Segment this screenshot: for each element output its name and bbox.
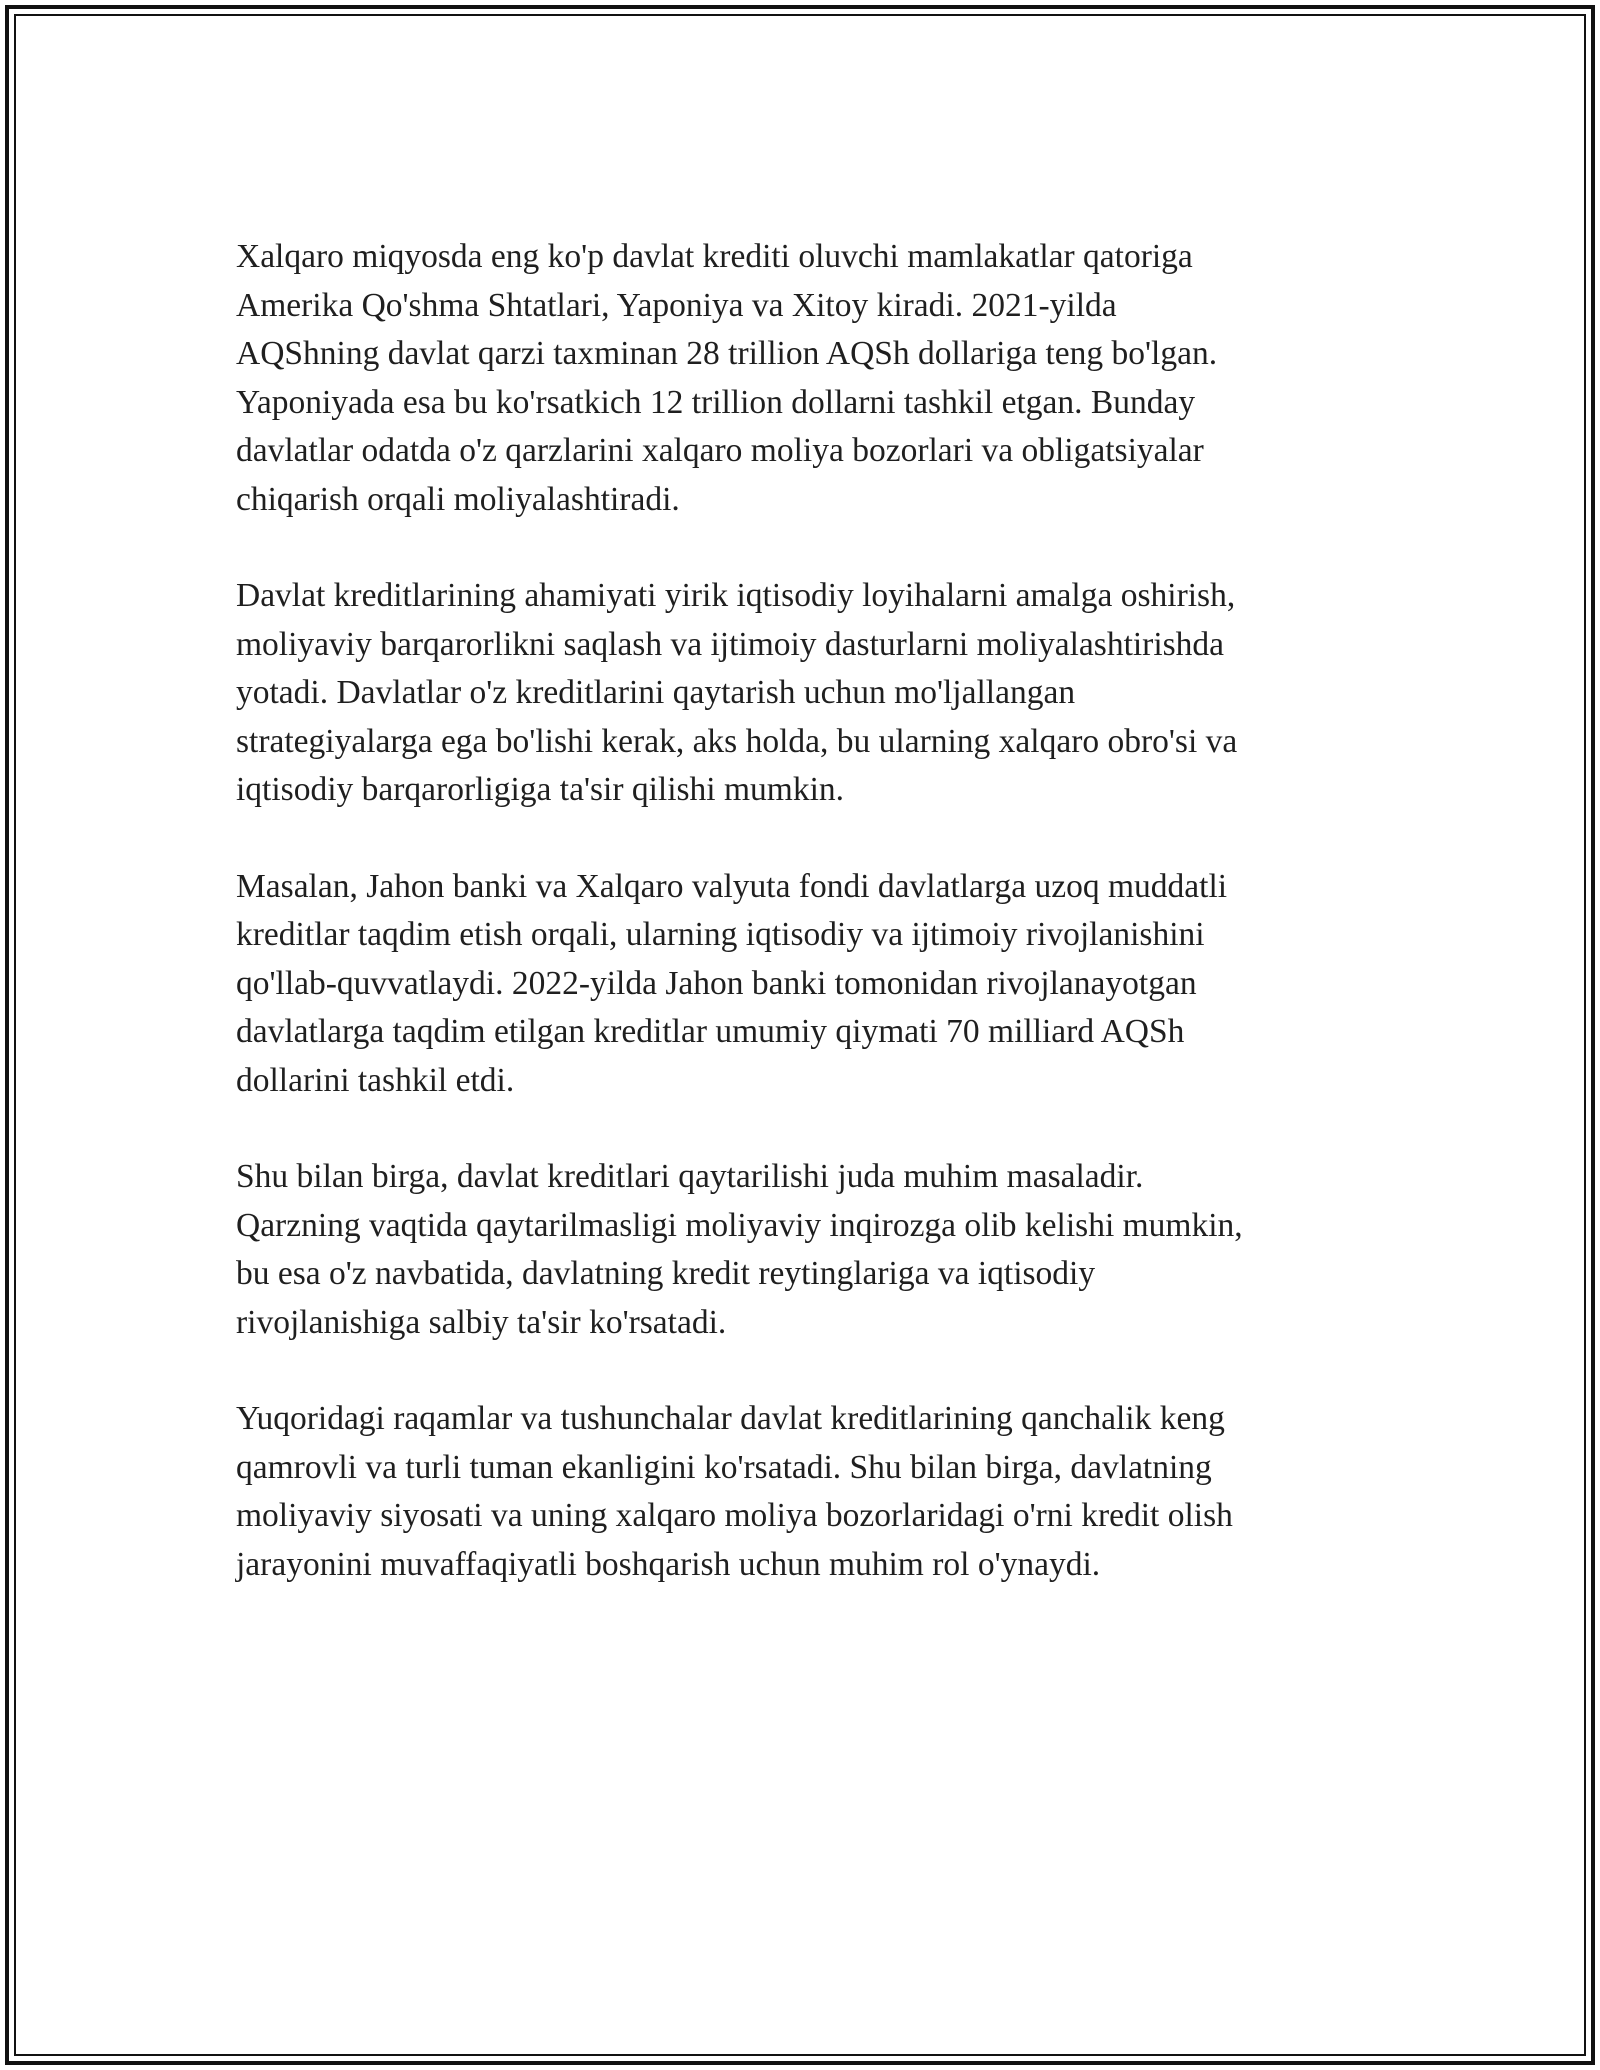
paragraph-5 [236,1395,1376,1589]
text-line: Shu bilan birga, davlat kreditlari qaytarilishi juda muhim masaladir. [236,1158,1144,1195]
text-line: AQShning davlat qarzi taxminan 28 trillion AQSh dollariga teng bo'lgan. [236,335,1218,372]
text-line: Yaponiyada esa bu ko'rsatkich 12 trillion dollarni tashkil etgan. Bunday [236,383,1196,421]
paragraph-4 [236,1153,1376,1347]
text-line: kreditlar taqdim etish orqali, ularning iqtisodiy va ijtimoiy rivojlanishini [236,916,1205,953]
paragraph-3 [236,863,1376,1106]
text-line: moliyaviy siyosati va uning xalqaro moliya bozorlaridagi o'rni kredit olish [236,1497,1233,1534]
document-body [236,233,1376,1637]
text-line: Qarzning vaqtida qaytarilmasligi moliyaviy inqirozga olib kelishi mumkin, [236,1206,1243,1244]
text-line: Yuqoridagi raqamlar va tushunchalar davlat kreditlarining qanchalik keng [236,1400,1225,1437]
text-line: moliyaviy barqarorlikni saqlash va ijtimoiy dasturlarni moliyalashtirishda [236,625,1225,663]
text-line: Masalan, Jahon banki va Xalqaro valyuta fondi davlatlarga uzoq muddatli [236,867,1228,905]
text-line: Davlat kreditlarining ahamiyati yirik iqtisodiy loyihalarni amalga oshirish, [236,577,1236,614]
text-line: iqtisodiy barqarorligiga ta'sir qilishi mumkin. [236,771,845,808]
text-line: Xalqaro miqyosda eng ko'p davlat krediti oluvchi mamlakatlar qatoriga [236,238,1193,275]
text-line: rivojlanishiga salbiy ta'sir ko'rsatadi. [236,1303,727,1341]
text-line: davlatlarga taqdim etilgan kreditlar umumiy qiymati 70 milliard AQSh [236,1013,1185,1050]
paragraph-2 [236,572,1376,815]
text-line: dollarini tashkil etdi. [236,1061,515,1099]
text-line: Amerika Qo'shma Shtatlari, Yaponiya va Xitoy kiradi. 2021-yilda [236,286,1117,324]
text-line: qo'llab-quvvatlaydi. 2022-yilda Jahon banki tomonidan rivojlanayotgan [236,964,1197,1002]
text-line: strategiyalarga ega bo'lishi kerak, aks holda, bu ularning xalqaro obro'si va [236,722,1238,760]
text-line: qamrovli va turli tuman ekanligini ko'rsatadi. Shu bilan birga, davlatning [236,1448,1212,1486]
text-line: bu esa o'z navbatida, davlatning kredit reytinglariga va iqtisodiy [236,1255,1096,1292]
paragraph-1 [236,233,1376,524]
text-line: jarayonini muvaffaqiyatli boshqarish uchun muhim rol o'ynaydi. [236,1545,1101,1583]
text-line: davlatlar odatda o'z qarzlarini xalqaro moliya bozorlari va obligatsiyalar [236,432,1204,469]
text-line: chiqarish orqali moliyalashtiradi. [236,480,680,518]
text-line: yotadi. Davlatlar o'z kreditlarini qaytarish uchun mo'ljallangan [236,674,1076,711]
